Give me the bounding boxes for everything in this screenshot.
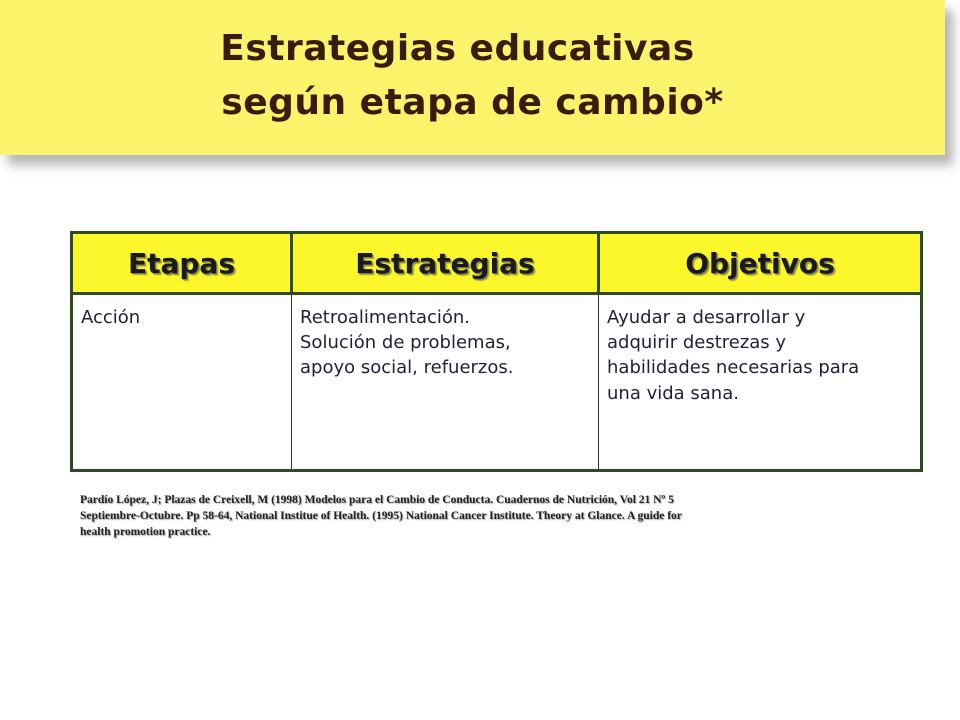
slide-title-line-2: según etapa de cambio* bbox=[221, 82, 724, 123]
slide-title-line-1: Estrategias educativas bbox=[220, 28, 695, 69]
reference-citation bbox=[80, 492, 780, 540]
stage-text: Acción bbox=[81, 307, 141, 328]
strategies-line: Retroalimentación. bbox=[300, 307, 471, 328]
cell-stage bbox=[72, 294, 292, 471]
table-row bbox=[72, 294, 922, 471]
strategies-line: Solución de problemas, bbox=[300, 332, 511, 354]
header-etapas: Etapas bbox=[72, 233, 292, 294]
reference-line: health promotion practice. bbox=[80, 526, 211, 538]
title-banner bbox=[0, 0, 945, 155]
strategies-line: apoyo social, refuerzos. bbox=[300, 357, 514, 379]
objectives-line: adquirir destrezas y bbox=[607, 332, 787, 354]
header-estrategias: Estrategias bbox=[292, 233, 599, 294]
objectives-line: habilidades necesarias para bbox=[607, 357, 860, 379]
reference-line: Pardío López, J; Plazas de Creixell, M (1998) Modelos para el Cambio de Conducta. Cuadernos de Nutrición, Vol 21 Nº 5 bbox=[80, 494, 674, 506]
cell-objectives bbox=[599, 294, 922, 471]
cell-strategies bbox=[292, 294, 599, 471]
objectives-line: una vida sana. bbox=[607, 382, 739, 404]
header-objetivos: Objetivos bbox=[599, 233, 922, 294]
table-header-row bbox=[72, 233, 922, 294]
stages-table bbox=[70, 231, 923, 472]
objectives-line: Ayudar a desarrollar y bbox=[607, 307, 806, 328]
reference-line: Septiembre-Octubre. Pp 58-64, National Institue of Health. (1995) National Cancer Institute. Theory at Glance. A guide for bbox=[80, 510, 682, 522]
